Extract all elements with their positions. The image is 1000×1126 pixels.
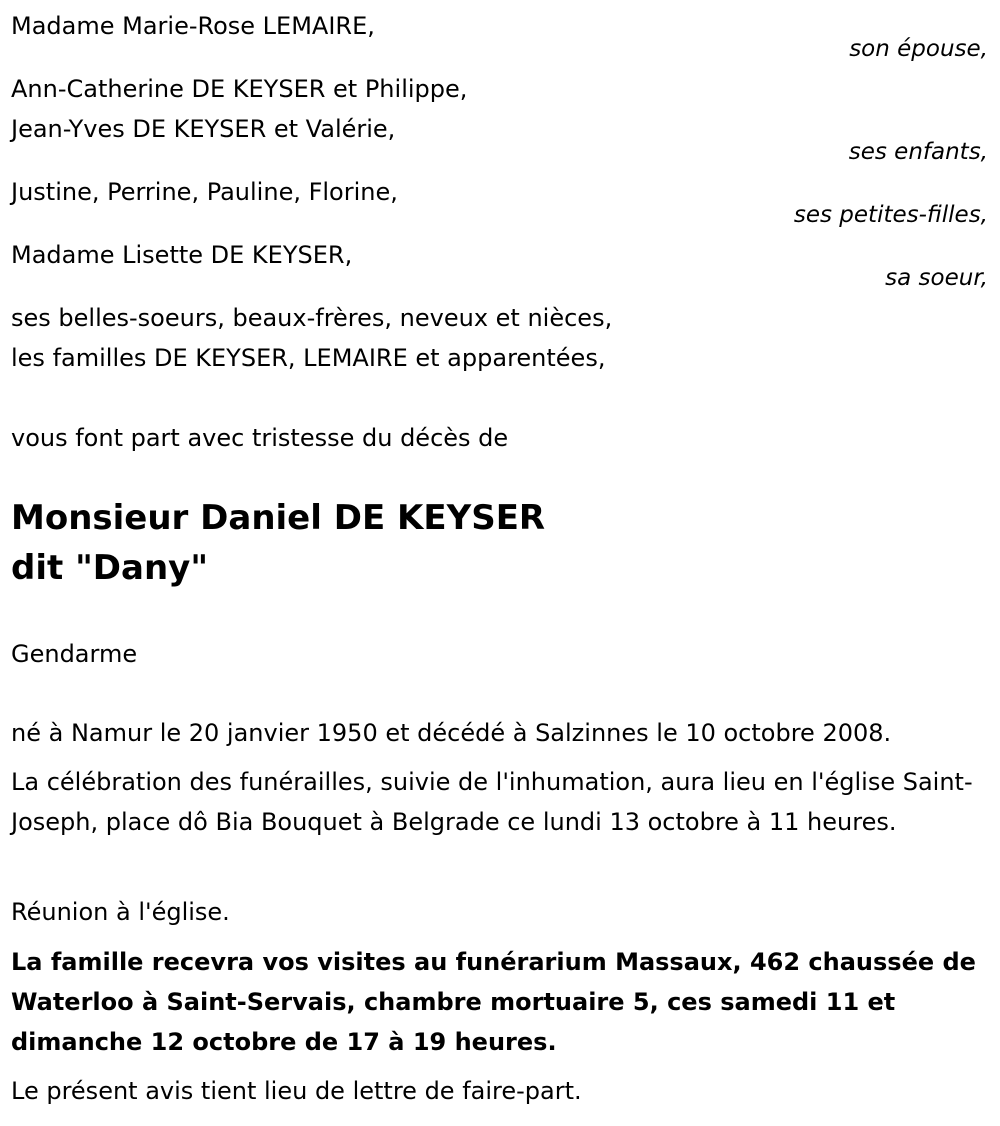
meeting: Réunion à l'église. bbox=[11, 898, 230, 926]
grandchildren-role: ses petites-filles, bbox=[793, 202, 988, 228]
ceremony: La célébration des funérailles, suivie de l'inhumation, aura lieu en l'église Saint-Joseph, place dô Bia Bouquet à Belgrade ce lundi 13 octobre à 11 heures. bbox=[11, 768, 973, 836]
birth-death: né à Namur le 20 janvier 1950 et décédé à Salzinnes le 10 octobre 2008. bbox=[11, 719, 892, 747]
sister-role: sa soeur, bbox=[885, 265, 988, 291]
grandchildren: Justine, Perrine, Pauline, Florine, bbox=[11, 178, 398, 206]
in-laws: ses belles-soeurs, beaux-frères, neveux et nièces, bbox=[11, 304, 613, 332]
deceased-nickname: dit "Dany" bbox=[11, 548, 209, 588]
families: les familles DE KEYSER, LEMAIRE et apparentées, bbox=[11, 344, 606, 372]
spouse-role: son épouse, bbox=[849, 36, 988, 62]
announcement: vous font part avec tristesse du décès de bbox=[11, 424, 509, 452]
child-1: Ann-Catherine DE KEYSER et Philippe, bbox=[11, 75, 468, 103]
child-2: Jean-Yves DE KEYSER et Valérie, bbox=[11, 115, 396, 143]
deceased-name: Monsieur Daniel DE KEYSER bbox=[11, 498, 546, 538]
profession: Gendarme bbox=[11, 640, 138, 668]
visits: La famille recevra vos visites au funérarium Massaux, 462 chaussée de Waterloo à Saint-Servais, chambre mortuaire 5, ces samedi 11 et dimanche 12 octobre de 17 à 19 heures. bbox=[11, 948, 976, 1056]
children-role: ses enfants, bbox=[848, 139, 988, 165]
notice: Le présent avis tient lieu de lettre de faire-part. bbox=[11, 1077, 582, 1105]
spouse-name: Madame Marie-Rose LEMAIRE, bbox=[11, 12, 375, 40]
sister-name: Madame Lisette DE KEYSER, bbox=[11, 241, 353, 269]
